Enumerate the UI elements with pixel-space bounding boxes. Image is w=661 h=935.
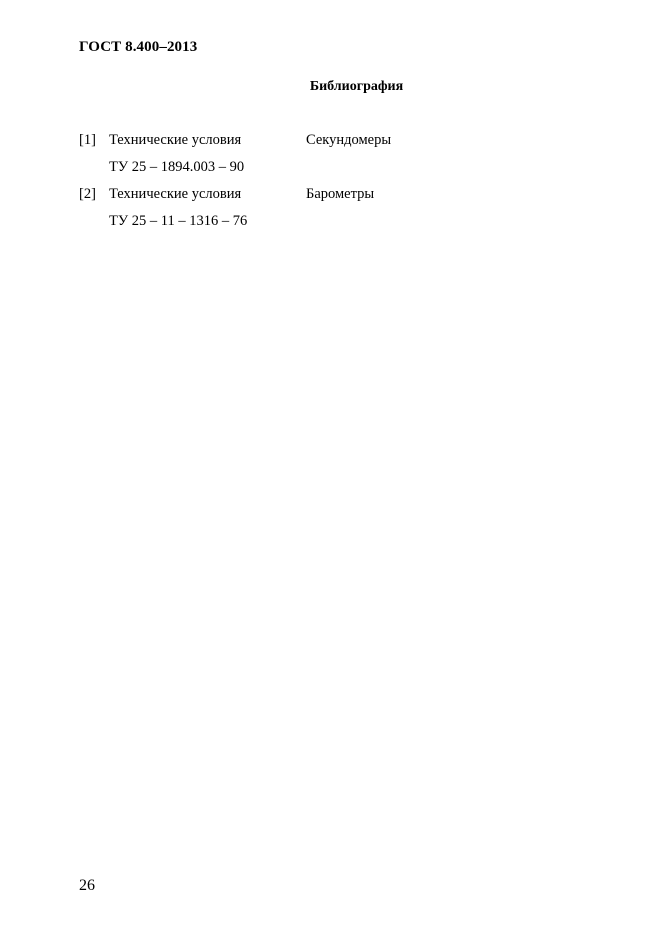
- entry-doc-type: Технические условия: [109, 132, 242, 148]
- entry-doc-number: ТУ 25 – 11 – 1316 – 76: [109, 213, 248, 229]
- bibliography-heading: Библиография: [309, 79, 404, 94]
- section-title: [0, 79, 661, 95]
- entry-number: [2]: [79, 186, 96, 202]
- page-number: 26: [79, 877, 95, 894]
- entry-doc-type: Технические условия: [109, 186, 242, 202]
- standard-code-header: ГОСТ 8.400–2013: [79, 39, 198, 55]
- entry-doc-number: ТУ 25 – 1894.003 – 90: [109, 159, 245, 175]
- entry-number: [1]: [79, 132, 96, 148]
- entry-title: Секундомеры: [306, 132, 392, 148]
- entry-title: Барометры: [306, 186, 375, 202]
